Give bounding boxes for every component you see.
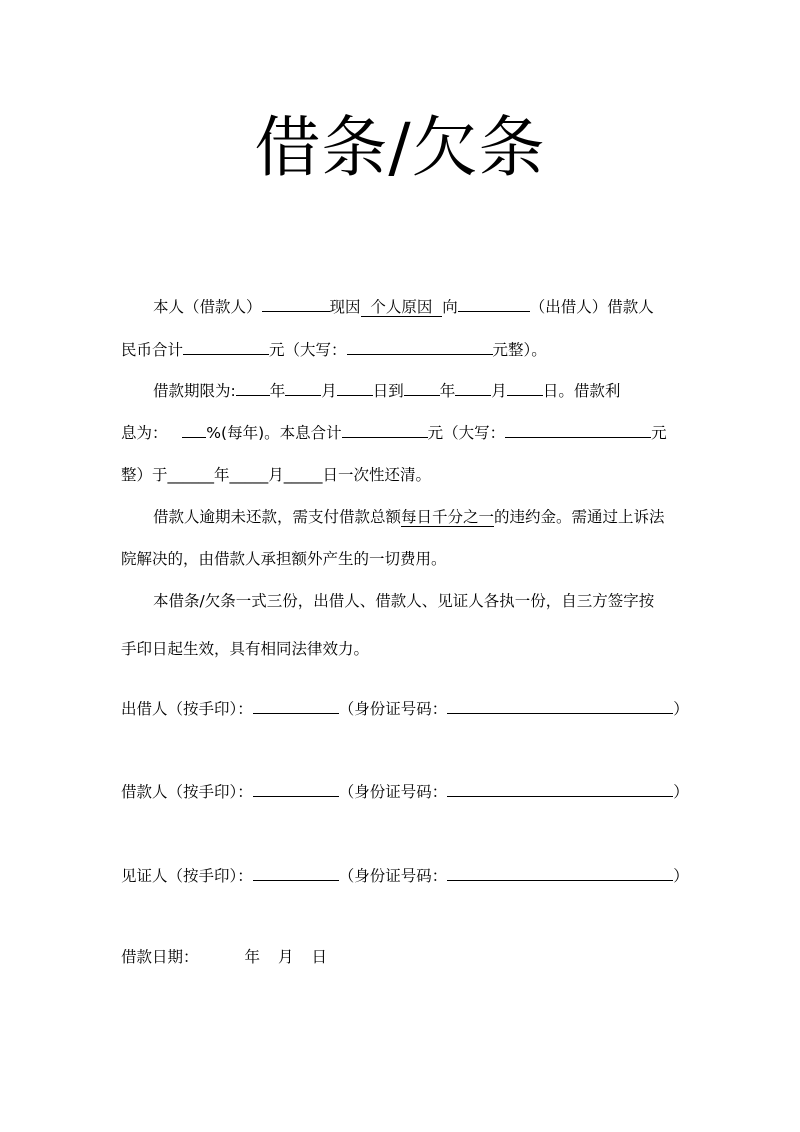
witness-signature-blank[interactable] — [253, 866, 339, 881]
penalty-line-2: 院解决的，由借款人承担额外产生的一切费用。 — [121, 550, 447, 568]
amount-upper-blank[interactable] — [347, 340, 493, 355]
lender-blank[interactable] — [458, 297, 530, 312]
borrower-signature-label: 借款人（按手印）： — [121, 783, 253, 801]
witness-id-label: （身份证号码： — [338, 867, 448, 885]
witness-signature-label: 见证人（按手印）： — [121, 867, 253, 885]
start-month-label: 月 — [321, 382, 337, 400]
reason-value: 个人原因 — [370, 298, 433, 316]
penalty-text: 借款人逾期未还款，需支付借款总额 — [153, 508, 402, 526]
start-month-blank[interactable] — [285, 381, 321, 396]
interest-label: 息为： — [121, 424, 168, 442]
amount-line — [121, 339, 547, 361]
total-upper-blank[interactable] — [505, 423, 651, 438]
start-year-blank[interactable] — [236, 381, 270, 396]
amount-blank[interactable] — [183, 340, 269, 355]
interest-rate-blank[interactable] — [182, 423, 206, 438]
amount-label: 民币合计 — [121, 341, 184, 359]
reason-text[interactable] — [361, 298, 443, 317]
repay-line: 整）于______年_____月_____日一次性还清。 — [121, 466, 432, 484]
witness-id-close: ） — [673, 867, 689, 885]
end-month-blank[interactable] — [455, 381, 491, 396]
total-end: 元 — [651, 424, 667, 442]
end-year-label: 年 — [439, 382, 456, 400]
interest-total-label: %(每年)。本息合计 — [206, 424, 342, 442]
effect-line: 手印日起生效，具有相同法律效力。 — [121, 640, 370, 658]
lender-signature-line — [121, 698, 689, 720]
start-day-blank[interactable] — [337, 381, 373, 396]
loan-date-line — [121, 946, 327, 968]
borrower-id-blank[interactable] — [447, 782, 673, 797]
start-year-label: 年 — [269, 382, 286, 400]
loan-date-year: 年 — [244, 948, 261, 966]
borrower-signature-line — [121, 781, 689, 803]
lender-id-blank[interactable] — [447, 699, 673, 714]
interest-line — [121, 422, 667, 444]
end-month-label: 月 — [491, 382, 507, 400]
borrower-id-close: ） — [673, 783, 689, 801]
term-line — [153, 380, 620, 402]
borrower-id-label: （身份证号码： — [338, 783, 448, 801]
lender-id-label: （身份证号码： — [338, 700, 448, 718]
document-title: 借条/欠条 — [254, 109, 546, 186]
total-blank[interactable] — [342, 423, 428, 438]
end-day-blank[interactable] — [507, 381, 543, 396]
penalty-rate: 每日千分之一 — [401, 508, 495, 526]
lender-signature-blank[interactable] — [253, 699, 339, 714]
loan-date-label: 借款日期： — [121, 948, 199, 966]
end-year-blank[interactable] — [404, 381, 440, 396]
penalty-line — [153, 506, 665, 528]
witness-id-blank[interactable] — [447, 866, 673, 881]
borrower-line — [153, 296, 654, 318]
amount-end: 元整）。 — [492, 341, 547, 359]
total-upper-label: 元（大写： — [427, 424, 506, 442]
borrower-label: 本人（借款人） — [153, 298, 262, 316]
copies-line: 本借条/欠条一式三份，出借人、借款人、见证人各执一份，自三方签字按 — [153, 592, 655, 610]
to-text: 向 — [442, 298, 458, 316]
end-day-label: 日。借款利 — [542, 382, 621, 400]
borrower-signature-blank[interactable] — [253, 782, 339, 797]
lender-id-close: ） — [673, 700, 689, 718]
lender-label: （出借人）借款人 — [529, 298, 654, 316]
loan-date-month: 月 — [278, 948, 294, 966]
lender-signature-label: 出借人（按手印）： — [121, 700, 253, 718]
reason-prefix: 现因 — [329, 298, 361, 316]
witness-signature-line — [121, 865, 689, 887]
loan-date-day: 日 — [311, 948, 328, 966]
start-day-to-label: 日到 — [372, 382, 404, 400]
borrower-blank[interactable] — [262, 297, 330, 312]
term-label: 借款期限为: — [153, 382, 236, 400]
penalty-text-end: 的违约金。需通过上诉法 — [494, 508, 665, 526]
amount-upper-label: 元（大写： — [269, 341, 347, 359]
